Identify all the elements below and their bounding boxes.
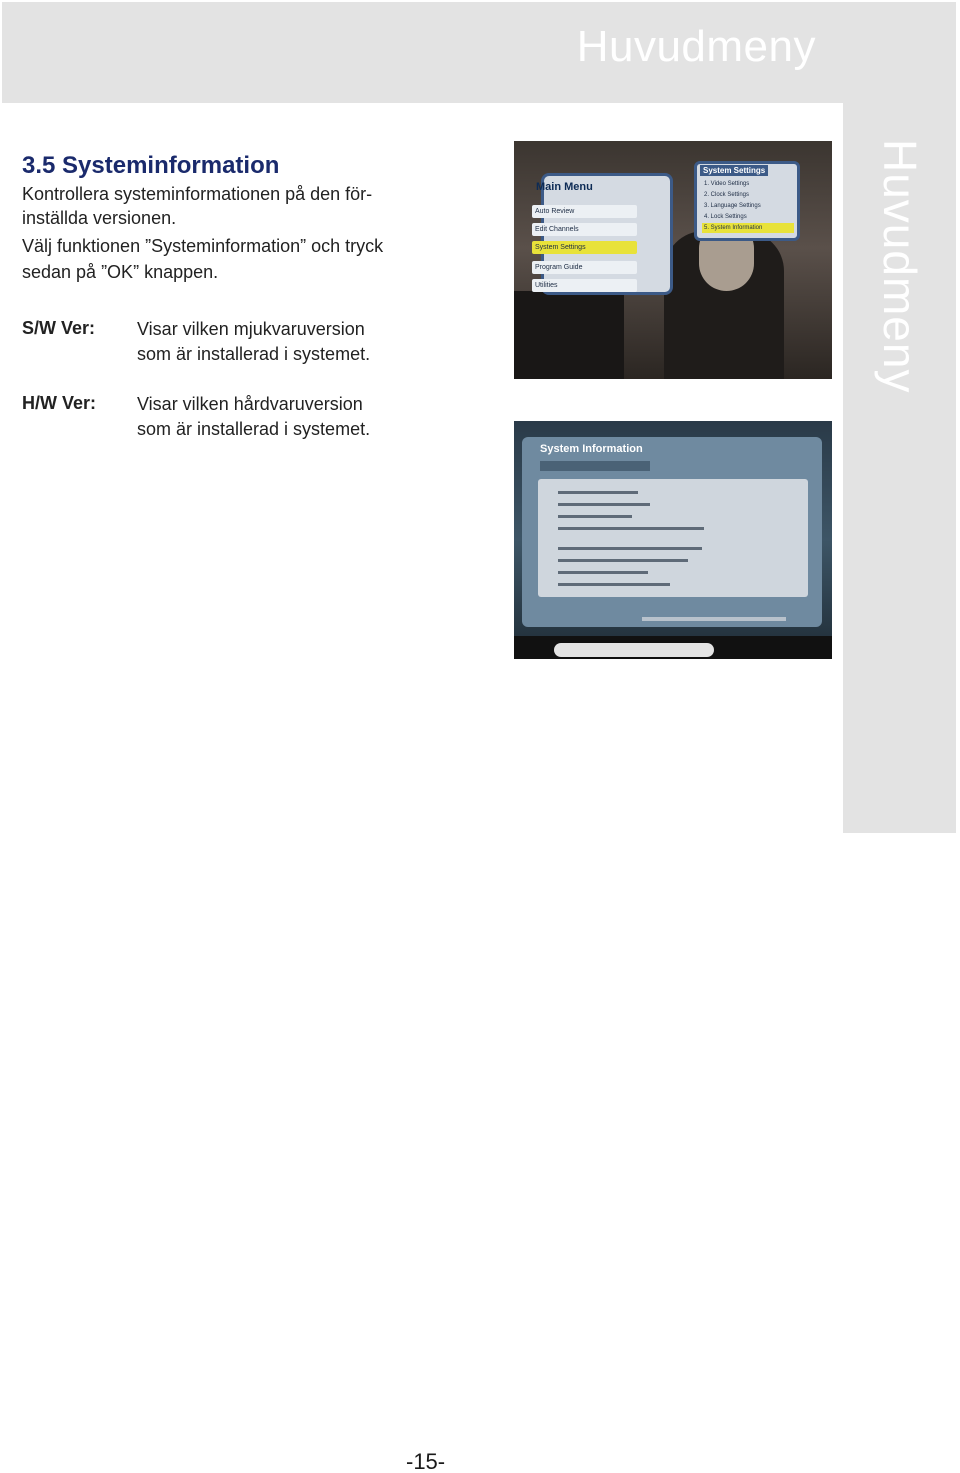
system-info-hint bbox=[642, 617, 786, 621]
intro-text bbox=[22, 182, 462, 284]
system-settings-item: 2. Clock Settings bbox=[704, 192, 750, 198]
info-text-line bbox=[558, 515, 632, 518]
info-text-line bbox=[558, 547, 702, 550]
system-settings-item: 4. Lock Settings bbox=[704, 214, 747, 220]
system-settings-item: 1. Video Settings bbox=[704, 181, 750, 187]
description-line: Visar vilken hårdvaruversion bbox=[137, 394, 363, 414]
info-text-line bbox=[558, 583, 670, 586]
intro-line: Kontrollera systeminformationen på den för- bbox=[22, 184, 373, 204]
side-tab-label: Huvudmeny bbox=[874, 139, 926, 394]
main-menu-item-selected: System Settings bbox=[532, 241, 637, 254]
system-settings-title: System Settings bbox=[700, 165, 768, 176]
info-text-line bbox=[558, 527, 704, 530]
system-settings-item-selected: 5. System Information bbox=[702, 223, 794, 233]
intro-line: sedan på ”OK” knappen. bbox=[22, 262, 219, 282]
header-band bbox=[2, 2, 956, 103]
hw-ver-term: H/W Ver: bbox=[22, 393, 97, 413]
system-info-panel bbox=[538, 479, 808, 597]
intro-line: inställda versionen. bbox=[22, 208, 177, 228]
background-figure bbox=[514, 291, 624, 379]
main-menu-title: Main Menu bbox=[536, 181, 593, 193]
system-settings-item: 3. Language Settings bbox=[704, 203, 761, 209]
info-text-line bbox=[558, 559, 688, 562]
info-text-line bbox=[558, 491, 638, 494]
info-text-line bbox=[558, 503, 650, 506]
main-menu-item: Auto Review bbox=[532, 205, 637, 218]
sw-ver-term: S/W Ver: bbox=[22, 318, 96, 338]
description-line: Visar vilken mjukvaruversion bbox=[137, 319, 365, 339]
system-info-title: System Information bbox=[540, 443, 643, 455]
system-info-tab bbox=[540, 461, 650, 471]
intro-line: Välj funktionen ”Systeminformation” och tryck bbox=[22, 236, 384, 256]
sw-ver-description bbox=[137, 317, 437, 367]
hw-ver-description bbox=[137, 392, 437, 442]
system-info-screenshot bbox=[514, 421, 832, 659]
description-line: som är installerad i systemet. bbox=[137, 419, 371, 439]
description-line: som är installerad i systemet. bbox=[137, 344, 371, 364]
info-text-line bbox=[558, 571, 648, 574]
main-menu-item: Utilities bbox=[532, 279, 637, 292]
main-menu-item: Program Guide bbox=[532, 261, 637, 274]
background-figure bbox=[554, 643, 714, 657]
main-menu-item: Edit Channels bbox=[532, 223, 637, 236]
main-menu-screenshot bbox=[514, 141, 832, 379]
page-number: -15- bbox=[406, 1449, 446, 1473]
header-title: Huvudmeny bbox=[576, 22, 816, 71]
section-title: 3.5 Systeminformation bbox=[22, 152, 280, 179]
side-tab bbox=[843, 103, 956, 833]
